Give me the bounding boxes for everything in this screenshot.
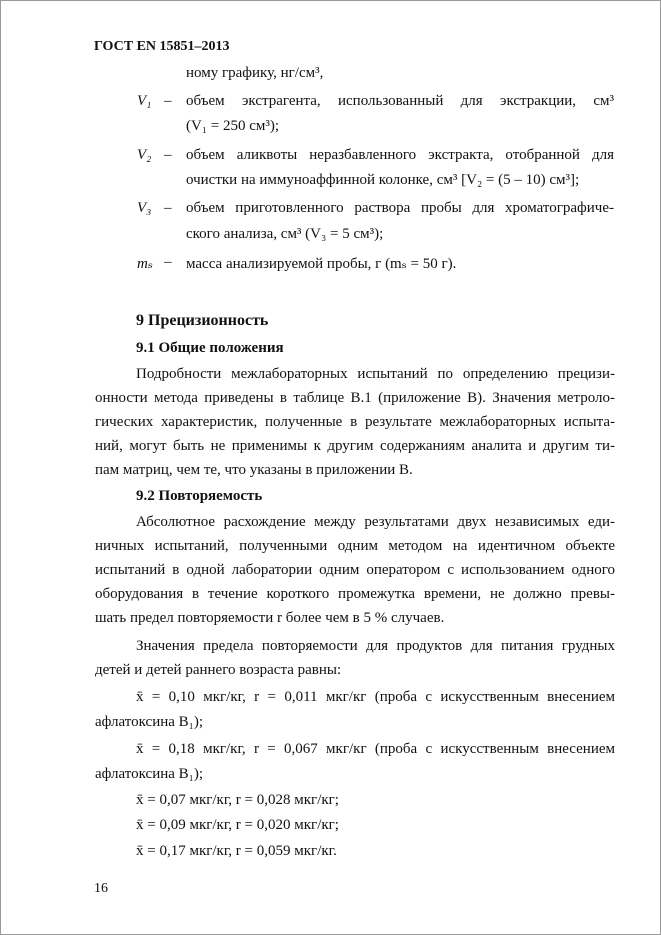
legend-v3-line1: объем приготовленного раствора пробы для хроматографиче- — [186, 200, 614, 216]
paragraph-line: онности метода приведены в таблице В.1 (приложение В). Значения метроло- — [95, 390, 615, 406]
legend-dash: – — [164, 254, 172, 270]
repeatability-item-cont: афлатоксина B₁); — [95, 714, 204, 730]
section-title: 9 Прецизионность — [136, 312, 269, 329]
paragraph-line: Значения предела повторяемости для продуктов для питания грудных — [136, 638, 615, 654]
subsection-title: 9.2 Повторяемость — [136, 488, 263, 504]
repeatability-item-cont: афлатоксина B₁); — [95, 766, 204, 782]
paragraph-line: оборудования в течение короткого промежутка времени, не должно превы- — [95, 586, 615, 602]
legend-symbol-v1: V₁ — [137, 93, 152, 109]
paragraph-line: шать предел повторяемости r более чем в 5 % случаев. — [95, 610, 445, 626]
legend-v1-line2: (V₁ = 250 см³); — [186, 118, 280, 134]
repeatability-item: x̄ = 0,18 мкг/кг, r = 0,067 мкг/кг (проба с искусственным внесением — [136, 741, 615, 757]
paragraph-line: ний, могут быть не применимы к другим содержаниям аналита и другим ти- — [95, 438, 615, 454]
legend-dash: – — [164, 147, 172, 163]
legend-v2-line1: объем аликвоты неразбавленного экстракта, отобранной для — [186, 147, 614, 163]
repeatability-item: x̄ = 0,10 мкг/кг, r = 0,011 мкг/кг (проба с искусственным внесением — [136, 689, 615, 705]
legend-v3-line2: ского анализа, см³ (V₃ = 5 см³); — [186, 226, 384, 242]
legend-symbol-ms: mₛ — [137, 256, 153, 272]
legend-dash: – — [164, 93, 172, 109]
legend-v1-line1: объем экстрагента, использованный для экстракции, см³ — [186, 93, 614, 109]
legend-dash: – — [164, 200, 172, 216]
paragraph-line: ничных испытаний, полученными одним методом на идентичном объекте — [95, 538, 615, 554]
repeatability-item: x̄ = 0,07 мкг/кг, r = 0,028 мкг/кг; — [136, 792, 339, 808]
paragraph-line: Абсолютное расхождение между результатами двух независимых еди- — [136, 514, 615, 530]
subsection-title: 9.1 Общие положения — [136, 340, 284, 356]
paragraph-line: детей и детей раннего возраста равны: — [95, 662, 342, 678]
legend-continuation: ному графику, нг/см³, — [186, 65, 324, 81]
repeatability-item: x̄ = 0,09 мкг/кг, r = 0,020 мкг/кг; — [136, 817, 339, 833]
legend-symbol-v3: V₃ — [137, 200, 152, 216]
paragraph-line: испытаний в одной лаборатории одним оператором с использованием одного — [95, 562, 615, 578]
paragraph-line: гических характеристик, полученные в результате межлабораторных испыта- — [95, 414, 615, 430]
legend-v2-line2: очистки на иммуноаффинной колонке, см³ [V₂ = (5 – 10) см³]; — [186, 172, 580, 188]
legend-symbol-v2: V₂ — [137, 147, 152, 163]
legend-ms-line1: масса анализируемой пробы, г (mₛ = 50 г). — [186, 256, 457, 272]
page-number: 16 — [94, 881, 108, 896]
repeatability-item: x̄ = 0,17 мкг/кг, r = 0,059 мкг/кг. — [136, 843, 337, 859]
doc-header: ГОСТ EN 15851–2013 — [94, 39, 230, 54]
paragraph-line: пам матриц, чем те, что указаны в приложении В. — [95, 462, 413, 478]
paragraph-line: Подробности межлабораторных испытаний по определению прецизи- — [136, 366, 615, 382]
